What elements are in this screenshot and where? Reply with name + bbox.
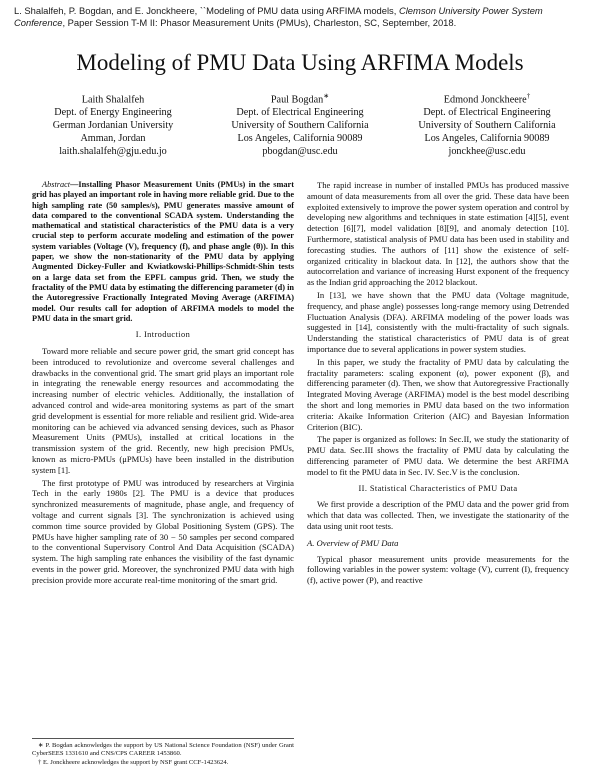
citation-header	[14, 5, 588, 29]
right-paragraph-4: The paper is organized as follows: In Sec.II, we study the stationarity of PMU data. Sec.III shows the fractality of PMU data by calculating the differencing parameter of PMU data. We determine the best ARFIMA model to fit the PMU data in Sec. IV. Sec.V is the conclusion.	[307, 434, 569, 477]
citation-authors: L. Shalalfeh, P. Bogdan, and E. Jonckheere, ``Modeling of PMU data using ARFIMA models,	[14, 5, 399, 16]
author-block	[20, 90, 580, 158]
author-location: Amman, Jordan	[80, 133, 146, 145]
intro-paragraph-2: The first prototype of PMU was introduced by researchers at Virginia Tech in the early 1980s [2]. The PMU is a device that produces synchronized measurements of magnitude, phase angle, and frequency of voltage and current signals [3]. The synchronization is achieved using common time source provided by Global Positioning System (GPS). The PMUs have higher sampling rate of 30 − 50 samples per second compared to the conventional Supervisory Control And Data Acquisition (SCADA) system. The high sampling rate enhances the visibility of the fast dynamic events in the power grid. Moreover, the synchronized PMU data with high precision provide more accurate real-time monitoring of the smart grid.	[32, 477, 294, 585]
author-2	[207, 90, 393, 158]
author-department: Dept. of Electrical Engineering	[423, 107, 551, 119]
abstract-text: —Installing Phasor Measurement Units (PMUs) in the smart grid has played an important role in having more reliable grid. Due to the high sampling rate (50 samples/s), PMU generates massive amount of data compared to the conventional SCADA system. Understanding the mathematical and statistical characteristics of the PMU data is a very crucial step to perform accurate modeling and estimation of the power system variables (Voltage (V), frequency (f), and phase angle (θ)). In this paper, we show the non-stationarity of the PMU data by applying Augmented Dickey-Fuller and Kwiatkowski-Phillips-Schmidt-Shin tests on a large data set from the EPFL campus grid. Then, we study the fractality of the PMU data by estimating the differencing parameter (d) in the Autoregressive Fractionally Integrated Moving Average (ARFIMA) model. Our results call for adoption of ARFIMA models to model the PMU data in the smart grid.	[32, 180, 294, 323]
author-name: Edmond Jonckheere	[443, 94, 527, 106]
author-department: Dept. of Energy Engineering	[54, 107, 172, 119]
subsection-heading-overview: A. Overview of PMU Data	[307, 537, 399, 548]
left-column	[32, 180, 294, 587]
author-mark: †	[526, 92, 531, 100]
right-column	[307, 180, 569, 588]
author-institution: University of Southern California	[231, 120, 369, 132]
citation-details: , Paper Session T-M II: Phasor Measurement Units (PMUs), Charleston, SC, September, 2018.	[62, 17, 457, 28]
author-email: laith.shalalfeh@gju.edu.jo	[59, 146, 167, 158]
author-1	[20, 90, 206, 158]
footnote-jonckheere: † E. Jonckheere acknowledges the support by NSF grant CCF-1423624.	[38, 758, 229, 766]
right-paragraph-3: In this paper, we study the fractality of PMU data by calculating the fractality parameters: scaling exponent (α), power exponent (β), and differencing parameter (d). Then, we show that Autoregressive Fractionally Integrated Moving Average (ARFIMA) model is the best model describing the short and long memories in PMU data based on the two information criteria: Akaike Information Criterion (AIC) and Bayesian Information Criterion (BIC).	[307, 356, 569, 432]
footnote-bogdan: ∗ P. Bogdan acknowledges the support by US National Science Foundation (NSF) under Grant CyberSEES 1331610 and CNS/CPS CAREER 1453860.	[32, 742, 294, 758]
abstract	[32, 180, 294, 324]
right-paragraph-2: In [13], we have shown that the PMU data (Voltage magnitude, frequency, and phase angle) possesses long-range memory using Detrended Fluctuation Analysis (DFA). ARFIMA modeling of the power loads was suggested in [14], consistently with the multi-fractality of such signals. Understanding the statistical characteristics of PMU data is of great importance due to several applications in power system studies.	[307, 289, 569, 354]
footnotes	[32, 738, 294, 767]
right-paragraph-1: The rapid increase in number of installed PMUs has produced massive amount of data measurements from all over the grid. These data have been exploited extensively to improve the power system operation and control by developing new algorithms and techniques in state estimation [4][5], event detection [6][7], model validation [8][9], and anomaly detection [10]. Furthermore, statistical analysis of PMU data has been used in stability and forecasting studies. The authors of [11] show the existence of self-organized criticality in blackout data. In [12], the authors show that the autocorrelation and variance of increasing Hurst exponent of the frequency as the Indian grid approaching the 2012 blackout.	[307, 180, 569, 288]
author-3	[394, 90, 580, 158]
author-email: pbogdan@usc.edu	[262, 146, 338, 158]
right-paragraph-6: Typical phasor measurement units provide measurements for the following variables in the power system: voltage (V), current (I), frequency (f), active power (P), and reactive	[307, 553, 569, 586]
author-name: Laith Shalalfeh	[81, 94, 145, 106]
author-location: Los Angeles, California 90089	[424, 133, 550, 145]
intro-paragraph-1: Toward more reliable and secure power grid, the smart grid concept has been introduced to revolutionize and overcome several challenges and drawbacks in the conventional grid. The smart grid plays an important role in integrating the renewable energy resources and accommodating the increasing number of electric vehicles. Additionally, the installation of advanced control and wide-area monitoring systems as part of the smart grid development is essential for more reliable and resilient grid. Wide-area monitoring can be achieved via advanced sensing devices, such as Phasor Measurement Units (PMUs), installed at critical locations in the transmission system of the grid. Recently, new high precision PMUs, known as micro-PMUs (μPMUs) have been installed in the distribution system [1].	[32, 345, 294, 475]
citation-venue: Clemson University Power System Conference	[14, 5, 543, 28]
right-paragraph-5: We first provide a description of the PMU data and the power grid from which that data was collected. Then, we investigate the stationarity of the data using unit root tests.	[307, 499, 569, 531]
author-institution: German Jordanian University	[52, 120, 174, 132]
author-name: Paul Bogdan	[270, 94, 324, 106]
author-mark: ∗	[323, 92, 330, 100]
author-institution: University of Southern California	[418, 120, 556, 132]
section-heading-introduction: I. Introduction	[135, 330, 191, 340]
author-department: Dept. of Electrical Engineering	[236, 107, 364, 119]
paper-title: Modeling of PMU Data Using ARFIMA Models	[76, 50, 524, 75]
abstract-label: Abstract	[42, 180, 71, 189]
author-location: Los Angeles, California 90089	[237, 133, 363, 145]
author-email: jonckhee@usc.edu	[448, 146, 526, 158]
section-heading-statistics: II. Statistical Characteristics of PMU Data	[358, 483, 518, 493]
